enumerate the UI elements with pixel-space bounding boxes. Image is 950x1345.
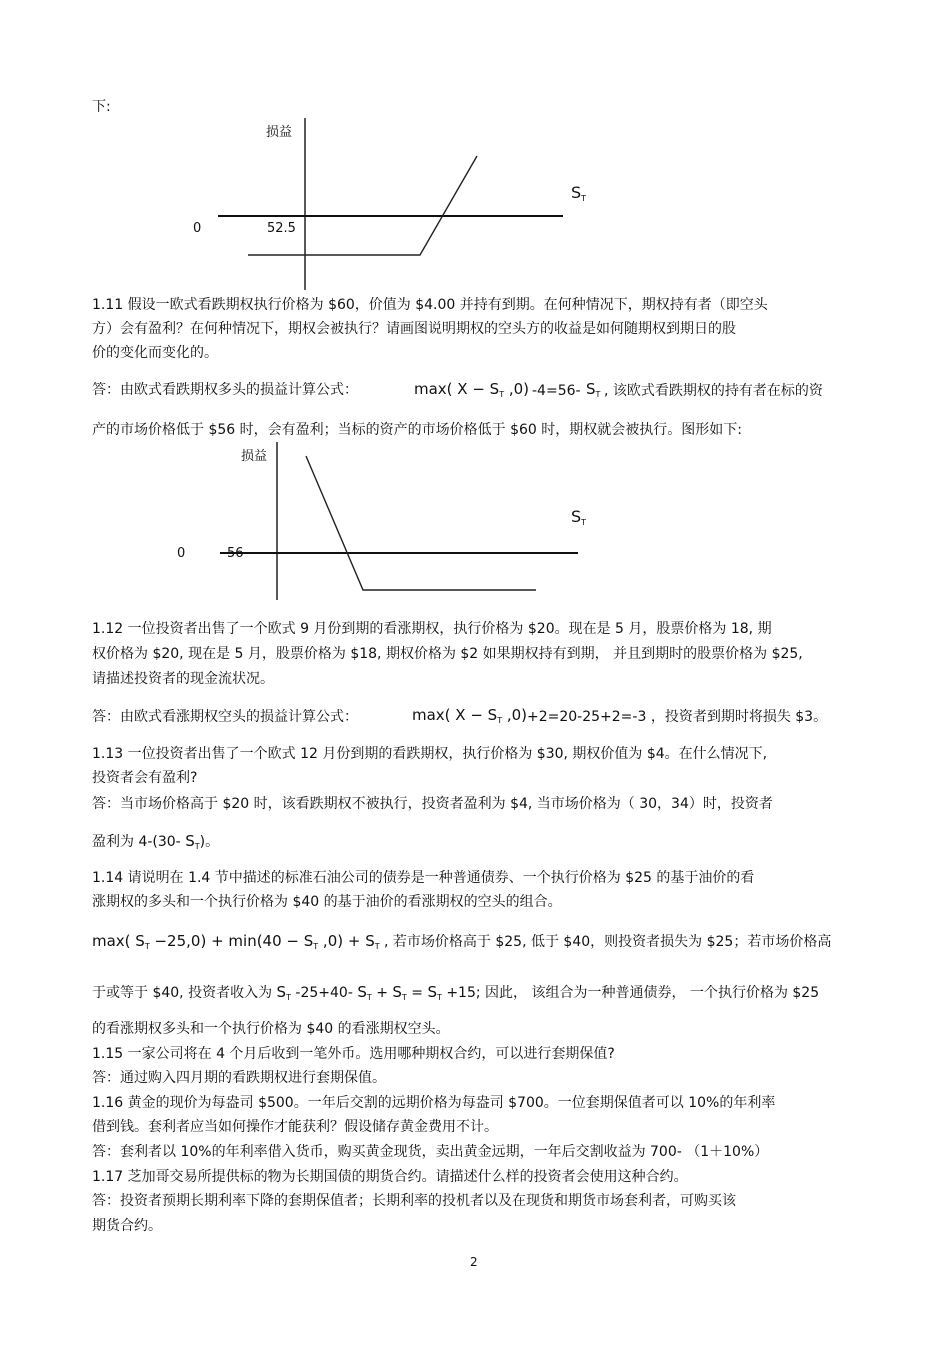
chart1-xlabel: $S_T$ [571, 183, 587, 203]
a112-prefix: 答：由欧式看涨期权空头的损益计算公式： [92, 709, 358, 725]
a115-line1: 答：通过购入四月期的看跌期权进行套期保值。 [92, 1070, 386, 1086]
a112-formula: max( $X - S_T$ ,0) [412, 706, 528, 725]
chart1-zero-label: 0 [193, 221, 202, 236]
a113-line1: 答：当市场价格高于 $20 时，该看跌期权不被执行，投资者盈利为 $4, 当市场价格为（ 30，34）时，投资者 [92, 796, 773, 812]
q116-line2: 借到钱。套利者应当如何操作才能获利？假设储存黄金费用不计。 [92, 1119, 498, 1135]
q114-line1: 1.14 请说明在 1.4 节中描述的标准石油公司的债券是一种普通债券、一个执行价格为 $25 的基于油价的看 [92, 870, 755, 886]
a117-line2: 期货合约。 [92, 1218, 162, 1234]
a114-formula: max( $S_T -25,0) + \min(40 - S_T$ $,0) + S_T$ [92, 932, 380, 951]
chart2-ylabel: 损益 [241, 449, 268, 464]
q116-line1: 1.16 黄金的现价为每盎司 $500。一年后交割的远期价格为每盎司 $700。一位套期保值者可以 10%的年利率 [92, 1095, 776, 1111]
chart2-xlabel: $S_T$ [571, 507, 587, 527]
a111-suffix: , 该欧式看跌期权的持有者在标的资 [604, 383, 823, 399]
intro-text: 下: [92, 99, 111, 115]
a114-line2: 于或等于 $40, 投资者收入为 $S_T$ -25+40- $S_T + S_T = S_T +15$; 因此， 该组合为一种普通债券， 一个执行价格为 $25 [92, 983, 820, 1002]
q115-line1: 1.15 一家公司将在 4 个月后收到一笔外币。选用哪种期权合约，可以进行套期保值? [92, 1046, 615, 1062]
chart2-strike-label: 56 [227, 546, 244, 561]
page-number: 2 [470, 1255, 478, 1269]
q111-line2: 方）会有盈利？在何种情况下，期权会被执行？请画图说明期权的空头方的收益是如何随期权到期日的股 [92, 321, 736, 337]
q112-line3: 请描述投资者的现金流状况。 [92, 671, 274, 687]
chart2-zero-label: 0 [177, 546, 186, 561]
a111-line2: 产的市场价格低于 $56 时，会有盈利；当标的资产的市场价格低于 $60 时，期权就会被执行。图形如下: [92, 422, 742, 438]
q111-line3: 价的变化而变化的。 [92, 345, 218, 361]
a114-suffix: , 若市场价格高于 $25, 低于 $40，则投资者损失为 $25；若市场价格高 [384, 934, 832, 950]
q114-line2: 涨期权的多头和一个执行价格为 $40 的基于油价的看涨期权的空头的组合。 [92, 894, 562, 910]
chart2-payoff-line [306, 456, 536, 590]
a111-mid: -4=56- [532, 383, 581, 399]
chart1-payoff-line [248, 156, 477, 255]
q113-line2: 投资者会有盈利? [92, 770, 198, 786]
q112-line1: 1.12 一位投资者出售了一个欧式 9 月份到期的看涨期权，执行价格为 $20。现在是 5 月，股票价格为 18, 期 [92, 621, 772, 637]
q113-line1: 1.13 一位投资者出售了一个欧式 12 月份到期的看跌期权，执行价格为 $30, 期权价值为 $4。在什么情况下, [92, 746, 768, 762]
a111-st: $S_T$ [586, 380, 601, 399]
q117-line1: 1.17 芝加哥交易所提供标的物为长期国债的期货合约。请描述什么样的投资者会使用这种合约。 [92, 1169, 688, 1185]
q111-line1: 1.11 假设一欧式看跌期权执行价格为 $60，价值为 $4.00 并持有到期。在何种情况下，期权持有者（即空头 [92, 297, 768, 313]
a114-line3: 的看涨期权多头和一个执行价格为 $40 的看涨期权空头。 [92, 1021, 450, 1037]
q112-line2: 权价格为 $20, 现在是 5 月，股票价格为 $18, 期权价格为 $2 如果期权持有到期， 并且到期时的股票价格为 $25, [92, 646, 803, 662]
chart1-ylabel: 损益 [266, 125, 293, 140]
a111-prefix: 答：由欧式看跌期权多头的损益计算公式： [92, 382, 358, 398]
a113-line2: 盈利为 4-(30- $S_T$)。 [92, 832, 220, 851]
a112-suffix: +2=20-25+2=-3 ，投资者到期时将损失 $3。 [527, 709, 828, 725]
a117-line1: 答：投资者预期长期利率下降的套期保值者；长期利率的投机者以及在现货和期货市场套利者，可购买该 [92, 1193, 736, 1209]
chart1-strike-label: 52.5 [267, 221, 296, 236]
a116-line1: 答：套利者以 10%的年利率借入货币，购买黄金现货，卖出黄金远期，一年后交割收益为 700- （1＋10%） [92, 1144, 769, 1160]
a111-formula: max( $X - S_T$ ,0) [414, 380, 530, 399]
